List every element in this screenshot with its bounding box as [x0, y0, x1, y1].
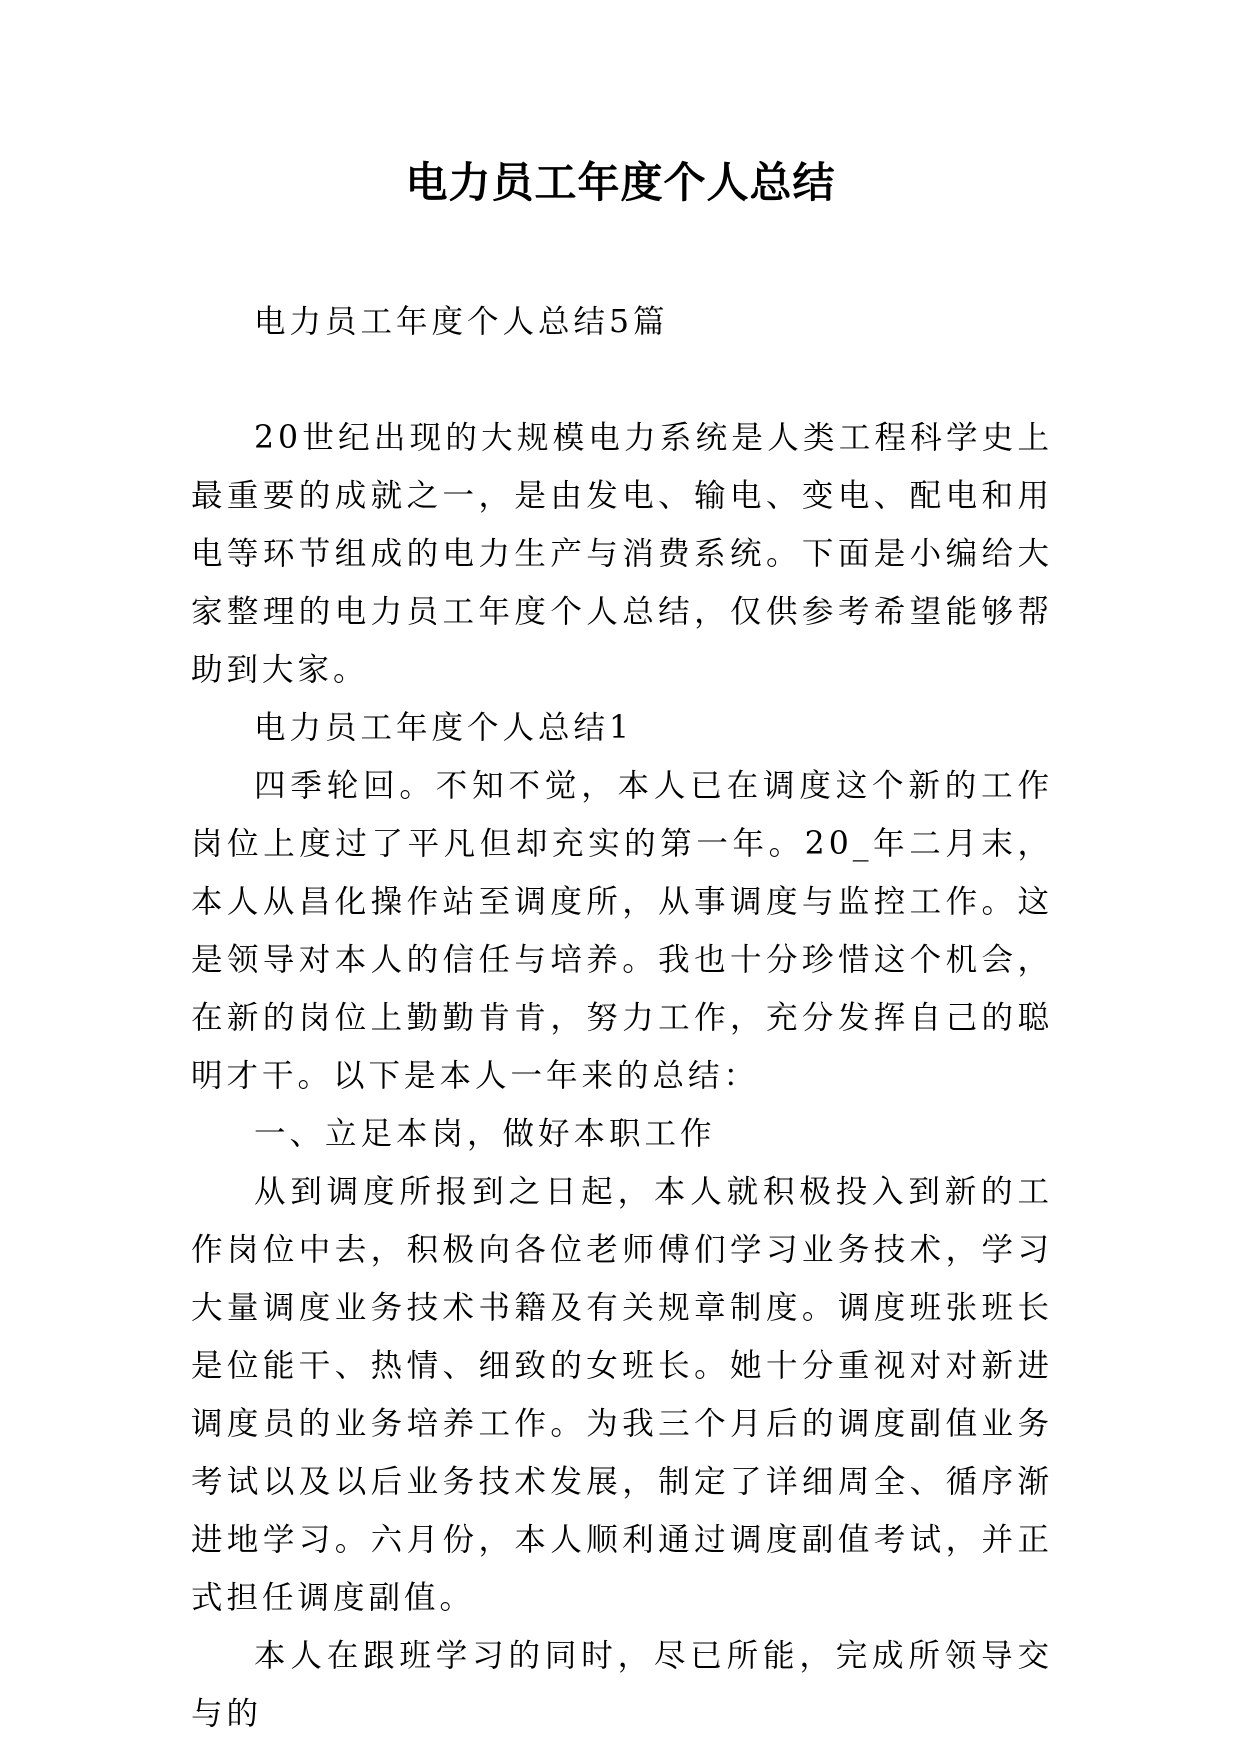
- document-body: [191, 293, 1053, 1743]
- section-heading: 电力员工年度个人总结1: [254, 710, 634, 746]
- subsection-heading: 一、立足本岗，做好本职工作: [254, 1116, 716, 1152]
- intro-paragraph: 20世纪出现的大规模电力系统是人类工程科学史上最重要的成就之一，是由发电、输电、变电、配电和用电等环节组成的电力生产与消费系统。下面是小编给大家整理的电力员工年度个人总结，仅供参考希望能够帮助到大家。: [191, 420, 1053, 688]
- body-paragraph: 本人在跟班学习的同时，尽已所能，完成所领导交与的: [191, 1638, 1053, 1732]
- body-paragraph: 四季轮回。不知不觉，本人已在调度这个新的工作岗位上度过了平凡但却充实的第一年。20_年二月末，本人从昌化操作站至调度所，从事调度与监控工作。这是领导对本人的信任与培养。我也十分珍惜这个机会，在新的岗位上勤勤肯肯，努力工作，充分发挥自己的聪明才干。以下是本人一年来的总结：: [191, 768, 1053, 1094]
- body-paragraph: 从到调度所报到之日起，本人就积极投入到新的工作岗位中去，积极向各位老师傅们学习业务技术，学习大量调度业务技术书籍及有关规章制度。调度班张班长是位能干、热情、细致的女班长。她十分重视对对新进调度员的业务培养工作。为我三个月后的调度副值业务考试以及以后业务技术发展，制定了详细周全、循序渐进地学习。六月份，本人顺利通过调度副值考试，并正式担任调度副值。: [191, 1174, 1053, 1616]
- document-subtitle: 电力员工年度个人总结5篇: [254, 304, 669, 340]
- document-title: 电力员工年度个人总结: [405, 158, 836, 207]
